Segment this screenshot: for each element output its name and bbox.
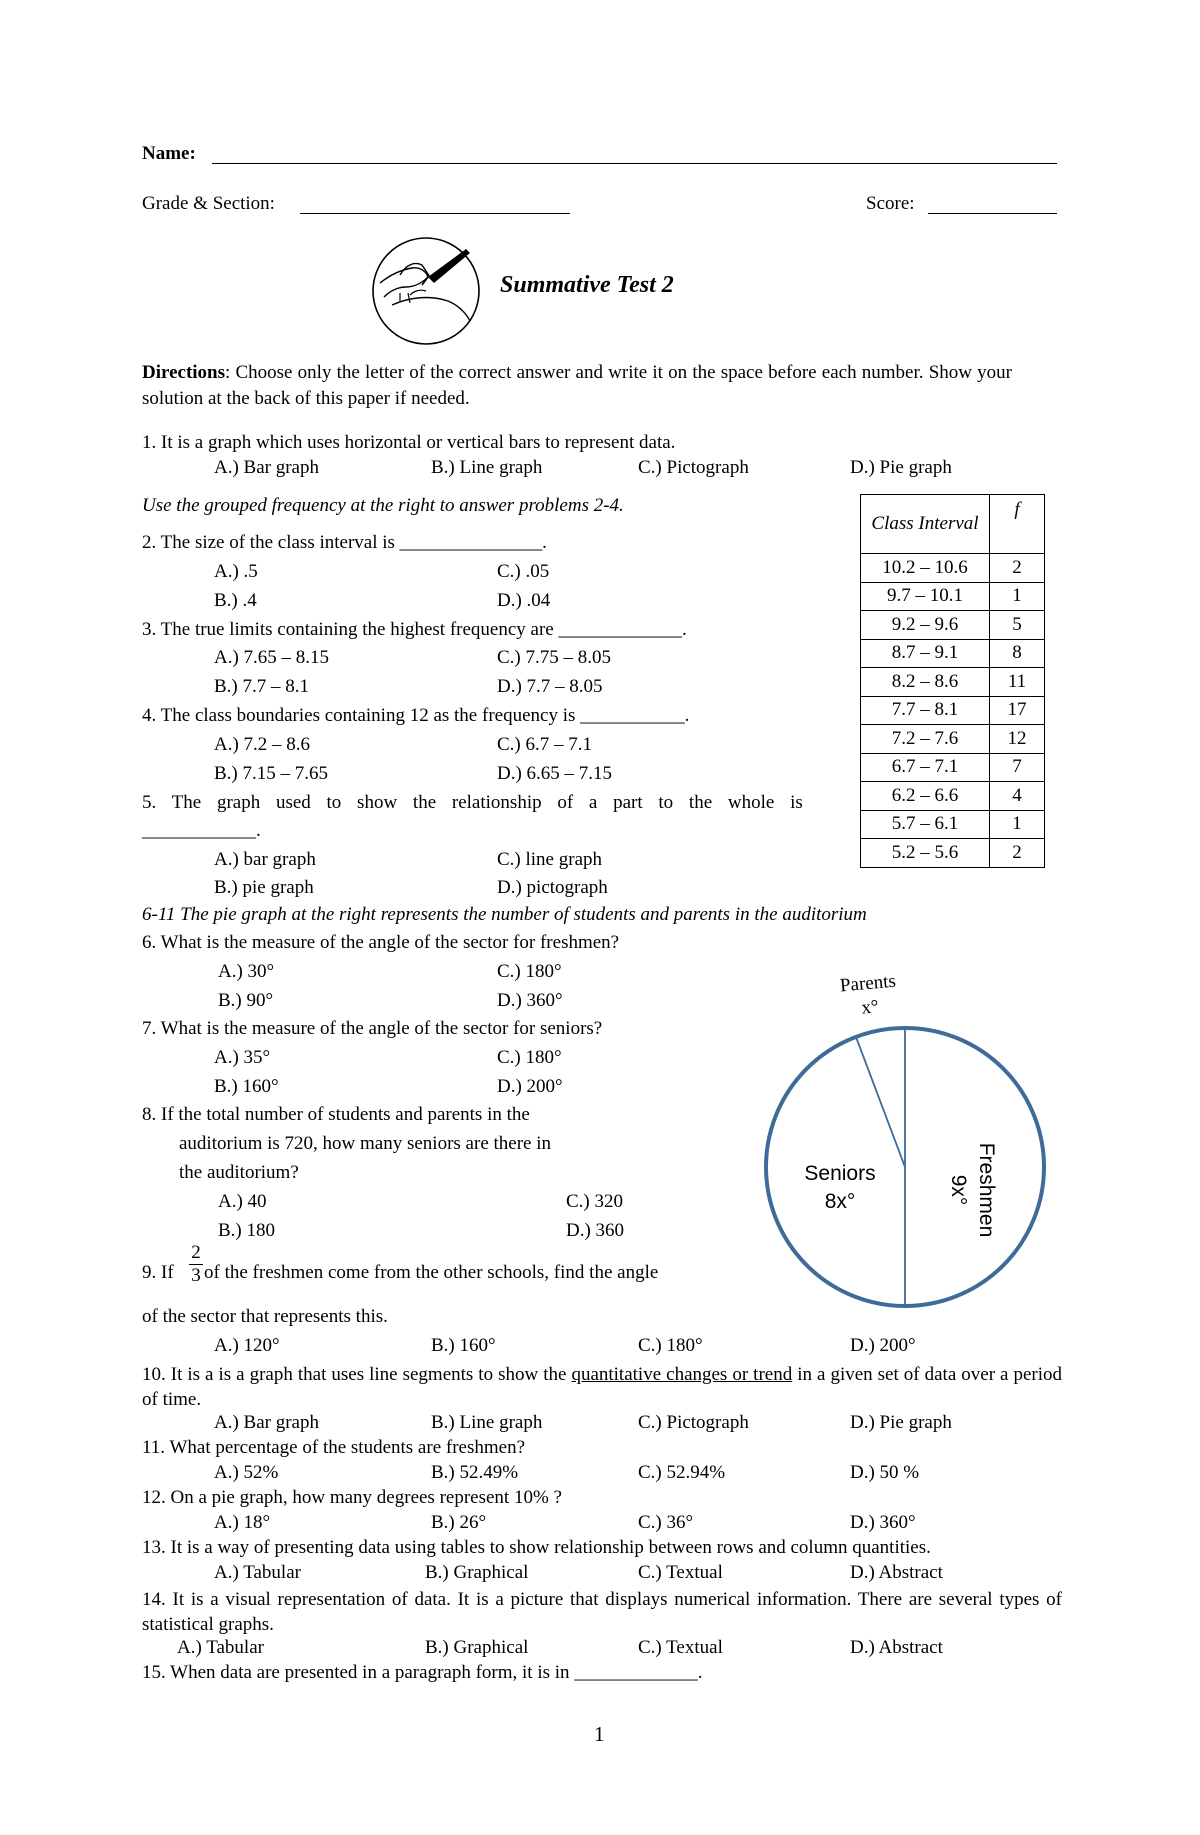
q7-text: 7. What is the measure of the angle of the sector for seniors? — [142, 1018, 603, 1039]
q9-option-b[interactable]: B.) 160° — [431, 1335, 496, 1356]
q14-option-b[interactable]: B.) Graphical — [425, 1637, 529, 1658]
q12-text: 12. On a pie graph, how many degrees represent 10% ? — [142, 1487, 562, 1508]
table-row — [861, 611, 1045, 640]
test-title: Summative Test 2 — [500, 272, 674, 298]
table-cell-interval: 5.2 – 5.6 — [861, 839, 990, 868]
table-cell-interval: 6.2 – 6.6 — [861, 782, 990, 811]
score-field[interactable] — [928, 213, 1057, 214]
table-row — [861, 753, 1045, 782]
pie-seniors-label: Seniors — [804, 1162, 876, 1185]
q8-option-d[interactable]: D.) 360 — [566, 1220, 625, 1241]
q2-option-b[interactable]: B.) .4 — [214, 590, 257, 611]
q4-text: 4. The class boundaries containing 12 as the frequency is ___________. — [142, 705, 690, 726]
q8-text-line1: 8. If the total number of students and parents in the — [142, 1104, 530, 1125]
table-row — [861, 782, 1045, 811]
table-cell-interval: 5.7 – 6.1 — [861, 810, 990, 839]
table-row — [861, 839, 1045, 868]
pie-parents-label-group — [832, 969, 906, 1023]
q6-option-a[interactable]: A.) 30° — [218, 961, 275, 982]
table-cell-frequency: 1 — [990, 582, 1045, 611]
table-cell-frequency: 5 — [990, 611, 1045, 640]
q1-text: 1. It is a graph which uses horizontal or vertical bars to represent data. — [142, 432, 676, 453]
q7-option-c[interactable]: C.) 180° — [497, 1047, 562, 1068]
table-cell-interval: 6.7 – 7.1 — [861, 753, 990, 782]
q14-option-a[interactable]: A.) Tabular — [177, 1637, 264, 1658]
q8-option-a[interactable]: A.) 40 — [218, 1191, 267, 1212]
q10-text — [142, 1362, 1062, 1412]
instruction-q2-4: Use the grouped frequency at the right to answer problems 2-4. — [142, 495, 624, 516]
q10-option-b[interactable]: B.) Line graph — [431, 1412, 543, 1433]
q3-option-b[interactable]: B.) 7.7 – 8.1 — [214, 676, 309, 697]
page-number: 1 — [594, 1722, 605, 1746]
q10-option-c[interactable]: C.) Pictograph — [638, 1412, 749, 1433]
q15-text: 15. When data are presented in a paragraph form, it is in _____________. — [142, 1662, 703, 1683]
q1-option-a[interactable]: A.) Bar graph — [214, 457, 319, 478]
q5-option-d[interactable]: D.) pictograph — [497, 877, 608, 898]
q9-fraction-denominator: 3 — [189, 1264, 203, 1287]
q13-option-b[interactable]: B.) Graphical — [425, 1562, 529, 1583]
q6-option-c[interactable]: C.) 180° — [497, 961, 562, 982]
q12-option-b[interactable]: B.) 26° — [431, 1512, 487, 1533]
table-cell-interval: 10.2 – 10.6 — [861, 554, 990, 583]
q14-option-c[interactable]: C.) Textual — [638, 1637, 723, 1658]
pie-seniors-value: 8x° — [824, 1190, 856, 1213]
score-label: Score: — [866, 193, 915, 214]
table-cell-interval: 8.2 – 8.6 — [861, 668, 990, 697]
q3-text: 3. The true limits containing the highest frequency are _____________. — [142, 619, 687, 640]
table-cell-interval: 9.2 – 9.6 — [861, 611, 990, 640]
q13-text: 13. It is a way of presenting data using tables to show relationship between rows and column quantities. — [142, 1537, 931, 1558]
pie-freshmen-label: Freshmen — [975, 1142, 998, 1238]
q4-option-c[interactable]: C.) 6.7 – 7.1 — [497, 734, 592, 755]
q13-option-d[interactable]: D.) Abstract — [850, 1562, 943, 1583]
directions-text: : Choose only the letter of the correct answer and write it on the space before each number. Show your solution at the back of this paper if needed. — [142, 362, 1012, 409]
table-cell-frequency: 4 — [990, 782, 1045, 811]
frequency-table — [860, 494, 1045, 868]
q8-text-line2: auditorium is 720, how many seniors are there in — [179, 1133, 552, 1154]
grade-section-label: Grade & Section: — [142, 193, 275, 214]
q6-option-d[interactable]: D.) 360° — [497, 990, 563, 1011]
table-row — [861, 668, 1045, 697]
table-row — [861, 582, 1045, 611]
q5-option-b[interactable]: B.) pie graph — [214, 877, 314, 898]
q1-option-b[interactable]: B.) Line graph — [431, 457, 543, 478]
q11-option-b[interactable]: B.) 52.49% — [431, 1462, 519, 1483]
pie-freshmen-label-group — [940, 1140, 1000, 1240]
q12-option-d[interactable]: D.) 360° — [850, 1512, 916, 1533]
q7-option-b[interactable]: B.) 160° — [214, 1076, 279, 1097]
table-header-f: f — [990, 495, 1045, 554]
table-row — [861, 810, 1045, 839]
table-row — [861, 725, 1045, 754]
q4-option-d[interactable]: D.) 6.65 – 7.15 — [497, 763, 613, 784]
q11-text: 11. What percentage of the students are freshmen? — [142, 1437, 526, 1458]
table-cell-interval: 7.7 – 8.1 — [861, 696, 990, 725]
q5-blank: ____________. — [142, 820, 261, 841]
q10-option-d[interactable]: D.) Pie graph — [850, 1412, 952, 1433]
table-cell-frequency: 17 — [990, 696, 1045, 725]
name-label: Name: — [142, 143, 196, 164]
pie-freshmen-value: 9x° — [947, 1174, 970, 1206]
name-field[interactable] — [212, 163, 1057, 164]
q12-option-c[interactable]: C.) 36° — [638, 1512, 694, 1533]
table-cell-interval: 7.2 – 7.6 — [861, 725, 990, 754]
q4-option-a[interactable]: A.) 7.2 – 8.6 — [214, 734, 311, 755]
q7-option-d[interactable]: D.) 200° — [497, 1076, 563, 1097]
q8-option-b[interactable]: B.) 180 — [218, 1220, 275, 1241]
q5-option-c[interactable]: C.) line graph — [497, 849, 603, 870]
q8-text-line3: the auditorium? — [179, 1162, 299, 1183]
table-cell-frequency: 2 — [990, 839, 1045, 868]
table-row — [861, 554, 1045, 583]
table-row — [861, 696, 1045, 725]
q9-fraction-numerator: 2 — [191, 1242, 201, 1263]
q11-option-d[interactable]: D.) 50 % — [850, 1462, 920, 1483]
table-cell-frequency: 1 — [990, 810, 1045, 839]
table-cell-interval: 9.7 – 10.1 — [861, 582, 990, 611]
pie-parents-value: x° — [860, 996, 880, 1019]
q5-text: 5. The graph used to show the relationship of a part to the whole is — [142, 792, 803, 813]
q1-option-c[interactable]: C.) Pictograph — [638, 457, 749, 478]
grade-section-field[interactable] — [300, 213, 570, 214]
table-cell-frequency: 12 — [990, 725, 1045, 754]
q3-option-d[interactable]: D.) 7.7 – 8.05 — [497, 676, 603, 697]
q9-fraction — [189, 1242, 203, 1287]
q14-text — [142, 1587, 1062, 1637]
q12-option-a[interactable]: A.) 18° — [214, 1512, 271, 1533]
q9-prefix: 9. If — [142, 1262, 174, 1283]
pie-seniors-label-group — [800, 1160, 880, 1216]
q2-option-d[interactable]: D.) .04 — [497, 590, 551, 611]
q9-option-c[interactable]: C.) 180° — [638, 1335, 703, 1356]
q2-option-c[interactable]: C.) .05 — [497, 561, 550, 582]
q13-option-a[interactable]: A.) Tabular — [214, 1562, 301, 1583]
q3-option-c[interactable]: C.) 7.75 – 8.05 — [497, 647, 611, 668]
q1-option-d[interactable]: D.) Pie graph — [850, 457, 952, 478]
table-row — [861, 639, 1045, 668]
q11-option-c[interactable]: C.) 52.94% — [638, 1462, 726, 1483]
q7-option-a[interactable]: A.) 35° — [214, 1047, 271, 1068]
q9-option-d[interactable]: D.) 200° — [850, 1335, 916, 1356]
table-cell-frequency: 8 — [990, 639, 1045, 668]
q9-suffix: of the freshmen come from the other schools, find the angle — [204, 1262, 659, 1283]
q14-option-d[interactable]: D.) Abstract — [850, 1637, 943, 1658]
q13-option-c[interactable]: C.) Textual — [638, 1562, 723, 1583]
instruction-q6-11: 6-11 The pie graph at the right represents the number of students and parents in the auditorium — [142, 904, 867, 925]
directions-label: Directions — [142, 362, 226, 383]
table-cell-frequency: 7 — [990, 753, 1045, 782]
pie-parents-label: Parents — [839, 970, 897, 997]
directions — [142, 360, 1012, 412]
q5-option-a[interactable]: A.) bar graph — [214, 849, 316, 870]
q10-text-pre: 10. It is a is a graph that uses line segments to show the — [142, 1364, 572, 1385]
q3-option-a[interactable]: A.) 7.65 – 8.15 — [214, 647, 330, 668]
q9-text-line2: of the sector that represents this. — [142, 1306, 388, 1327]
q8-option-c[interactable]: C.) 320 — [566, 1191, 623, 1212]
q10-text-post: in a given set of data over a period of time. — [142, 1364, 1063, 1410]
pen-writing-icon — [370, 235, 486, 347]
q2-text: 2. The size of the class interval is _______________. — [142, 532, 547, 553]
q10-option-a[interactable]: A.) Bar graph — [214, 1412, 319, 1433]
q6-text: 6. What is the measure of the angle of the sector for freshmen? — [142, 932, 620, 953]
q2-option-a[interactable]: A.) .5 — [214, 561, 258, 582]
q9-option-a[interactable]: A.) 120° — [214, 1335, 280, 1356]
q10-underlined: quantitative changes or trend — [571, 1364, 793, 1385]
table-cell-interval: 8.7 – 9.1 — [861, 639, 990, 668]
table-header-class-interval: Class Interval — [861, 495, 990, 554]
q4-option-b[interactable]: B.) 7.15 – 7.65 — [214, 763, 328, 784]
q11-option-a[interactable]: A.) 52% — [214, 1462, 279, 1483]
table-cell-frequency: 2 — [990, 554, 1045, 583]
q6-option-b[interactable]: B.) 90° — [218, 990, 274, 1011]
q14-text-span: 14. It is a visual representation of data. It is a picture that displays numerical information. There are several types of statistical graphs. — [142, 1589, 1062, 1635]
table-cell-frequency: 11 — [990, 668, 1045, 697]
